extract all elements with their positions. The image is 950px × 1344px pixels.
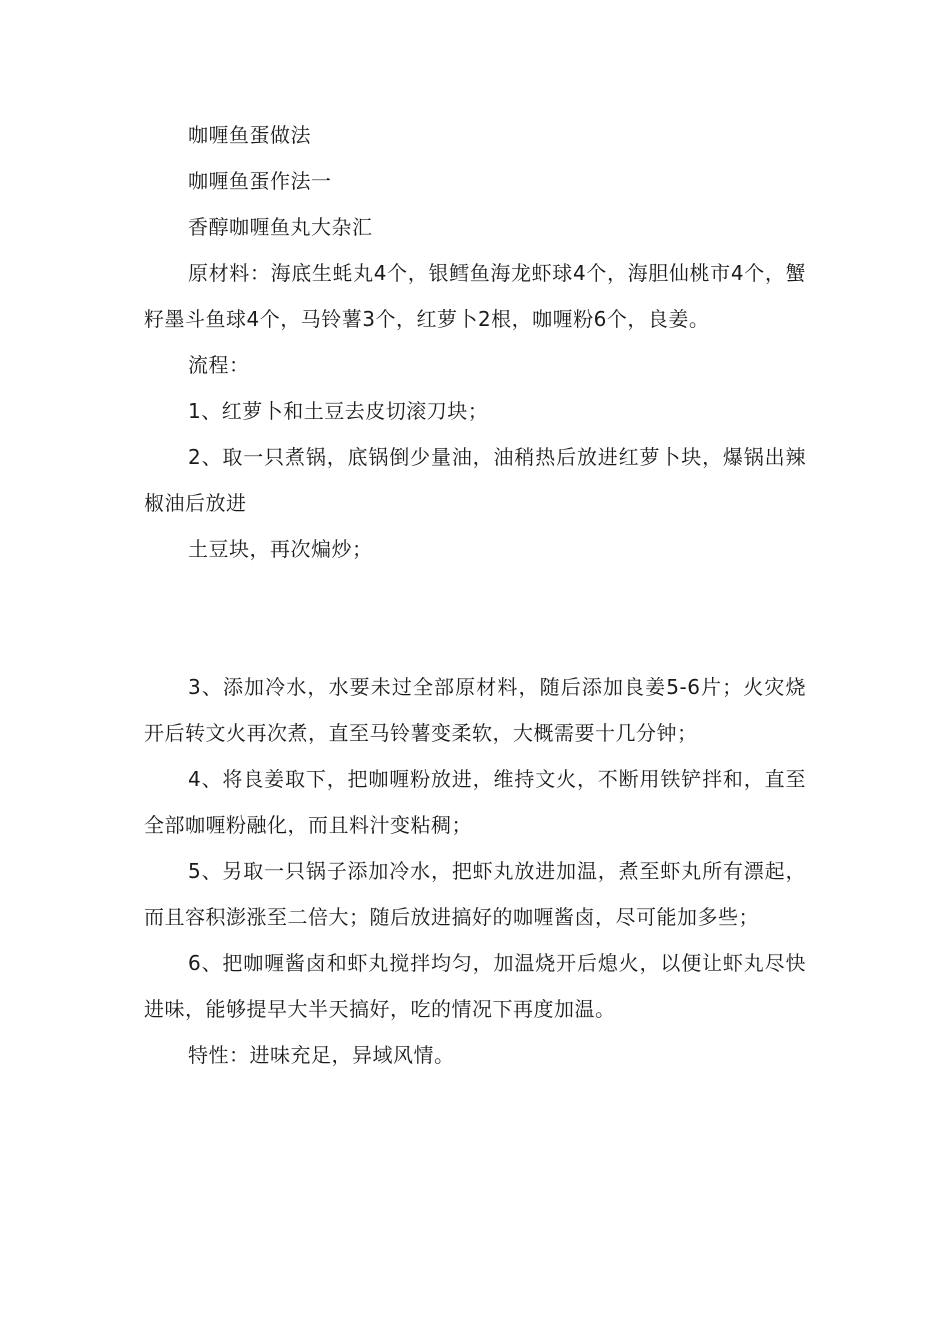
ingredients-paragraph: 原材料：海底生蚝丸4个，银鳕鱼海龙虾球4个，海胆仙桃市4个，蟹籽墨斗鱼球4个，马铃薯3个，红萝卜2根，咖喱粉6个，良姜。 [144, 261, 806, 331]
step-2-paragraph: 2、取一只煮锅，底锅倒少量油，油稍热后放进红萝卜块，爆锅出辣椒油后放进 [144, 445, 806, 515]
section-heading: 咖喱鱼蛋作法一 [188, 169, 332, 193]
process-heading: 流程： [188, 353, 250, 377]
recipe-name: 香醇咖喱鱼丸大杂汇 [188, 215, 373, 239]
document-title: 咖喱鱼蛋做法 [188, 123, 311, 147]
document-body [144, 112, 806, 1078]
step-5-paragraph: 5、另取一只锅子添加冷水，把虾丸放进加温，煮至虾丸所有漂起，而且容积澎涨至二倍大；随后放进搞好的咖喱酱卤，尽可能加多些； [144, 859, 806, 929]
step-2-continuation: 土豆块，再次煸炒； [188, 537, 373, 561]
features-paragraph: 特性：进味充足，异域风情。 [188, 1043, 455, 1067]
step-6-paragraph: 6、把咖喱酱卤和虾丸搅拌均匀，加温烧开后熄火，以便让虾丸尽快进味，能够提早大半天搞好，吃的情况下再度加温。 [144, 951, 806, 1021]
step-1-paragraph: 1、红萝卜和土豆去皮切滚刀块； [188, 399, 489, 423]
step-3-paragraph: 3、添加冷水，水要未过全部原材料，随后添加良姜5-6片；火灾烧开后转文火再次煮，直至马铃薯变柔软，大概需要十几分钟； [144, 675, 806, 745]
step-4-paragraph: 4、将良姜取下，把咖喱粉放进，维持文火，不断用铁铲拌和，直至全部咖喱粉融化，而且料汁变粘稠； [144, 767, 806, 837]
blank-gap [144, 572, 806, 664]
